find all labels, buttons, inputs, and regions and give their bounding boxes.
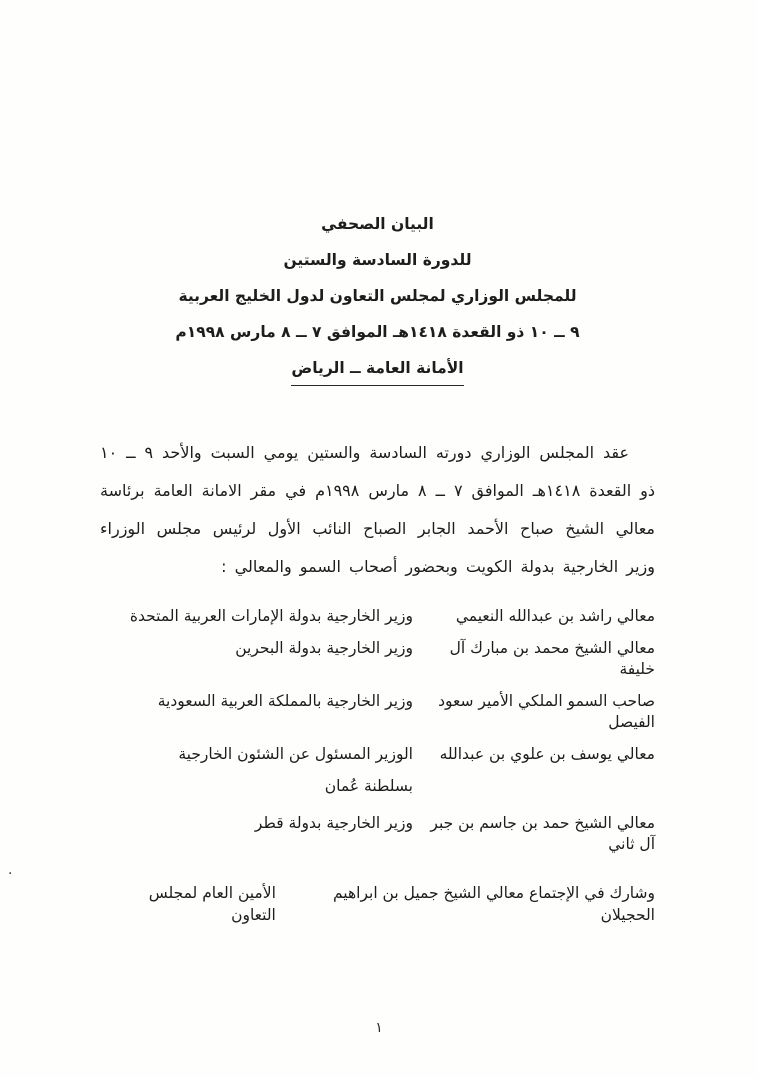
intro-paragraph: عقد المجلس الوزاري دورته السادسة والستين يومي السبت والأحد ٩ ــ ١٠ ذو القعدة ١٤١٨هـ الموافق ٧ ــ ٨ مارس ١٩٩٨م في مقر الامانة العامة برئاسة معالي الشيخ صباح الأحمد الجابر الصباح النائب الأول لرئيس مجلس الوزراء وزير الخارجية بدولة الكويت وبحضور أصحاب السمو والمعالي :	[100, 443, 656, 576]
attendee-role: وزير الخارجية بدولة البحرين	[235, 639, 413, 657]
header-date: ٩ ــ ١٠ ذو القعدة ١٤١٨هـ الموافق ٧ ــ ٨ مارس ١٩٩٨م	[175, 323, 580, 341]
attendee-row	[100, 606, 655, 627]
attendee-role: وزير الخارجية بدولة قطر	[254, 814, 413, 832]
page-number: ١	[375, 1020, 383, 1036]
header-location: الأمانة العامة ــ الرياض	[291, 353, 463, 386]
attendee-name: معالي الشيخ محمد بن مبارك آل خليفة	[449, 639, 655, 678]
scan-artifact-dot: .	[8, 862, 13, 878]
closing-text-right: وشارك في الإجتماع معالي الشيخ جميل بن ابراهيم الحجيلان	[332, 884, 655, 924]
header-title: البيان الصحفي	[321, 215, 434, 233]
attendee-role: وزير الخارجية بدولة الإمارات العربية المتحدة	[129, 607, 413, 625]
attendee-name: صاحب السمو الملكي الأمير سعود الفيصل	[438, 692, 655, 731]
attendee-row	[100, 813, 655, 855]
attendee-role: وزير الخارجية بالمملكة العربية السعودية	[157, 692, 413, 710]
header-session: للدورة السادسة والستين	[283, 251, 472, 269]
document-content	[100, 0, 655, 926]
closing-text-left: الأمين العام لمجلس التعاون	[148, 884, 276, 924]
attendee-role	[0, 744, 427, 797]
attendee-role-line1: الوزير المسئول عن الشئون الخارجية	[178, 745, 413, 763]
attendee-row	[100, 638, 655, 680]
document-header	[100, 206, 655, 386]
attendee-role-line2: بسلطنة عُمان	[324, 777, 413, 795]
attendee-name: معالي الشيخ حمد بن جاسم بن جبر آل ثاني	[430, 814, 655, 853]
attendees-list	[100, 606, 655, 855]
header-location-wrap	[100, 350, 655, 386]
header-council: للمجلس الوزاري لمجلس التعاون لدول الخليج العربية	[178, 287, 577, 305]
attendee-row	[100, 744, 655, 797]
closing-paragraph	[100, 882, 655, 926]
attendee-name: معالي راشد بن عبدالله النعيمي	[455, 607, 655, 625]
attendee-name: معالي يوسف بن علوي بن عبدالله	[439, 745, 655, 763]
attendee-row	[100, 691, 655, 733]
